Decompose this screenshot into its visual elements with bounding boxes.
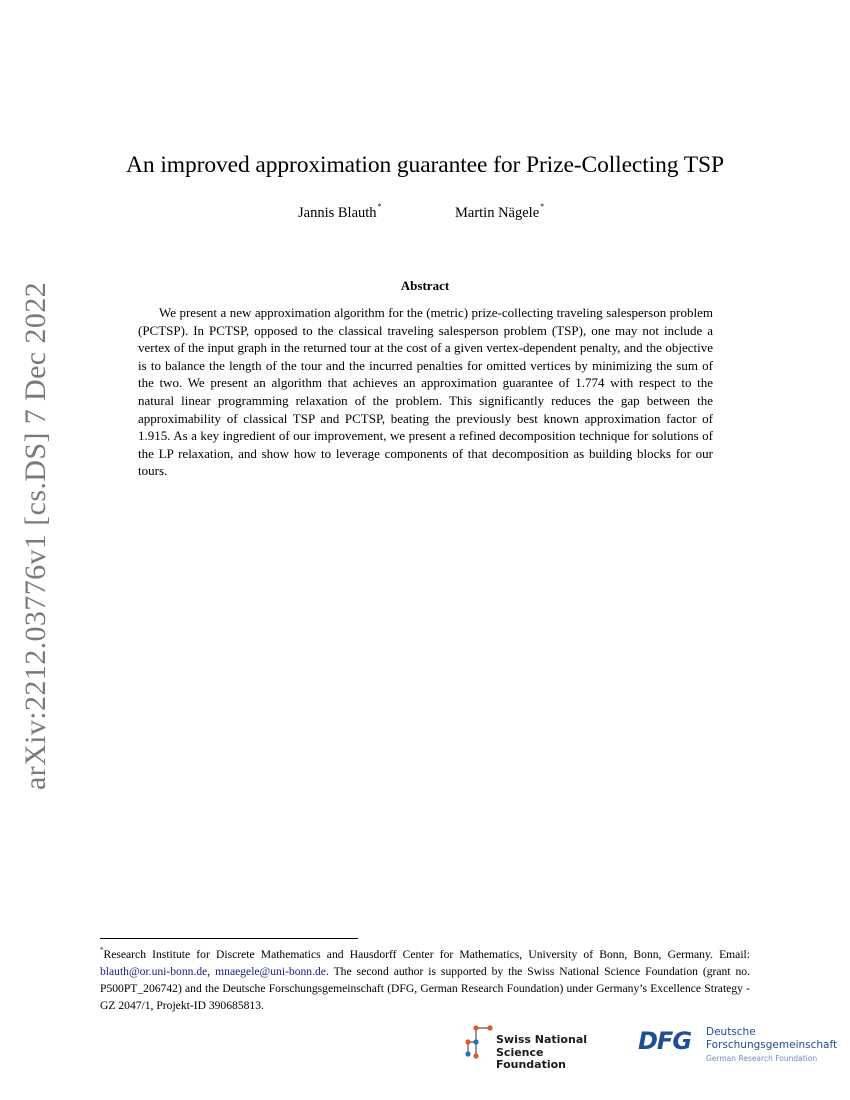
footnote: [100, 943, 750, 1015]
paper-title: An improved approximation guarantee for Prize-Collecting TSP: [126, 152, 724, 178]
arxiv-stamp: [16, 281, 56, 790]
snsf-wordmark: [496, 1034, 612, 1072]
author-name: Jannis Blauth: [298, 204, 377, 221]
footnote-funding: . The second author is supported by the Swiss National Science Foundation (grant no. P500PT_206742) and the Deutsche Forschungsgemeinschaft (DFG, German Research Foundation) under Germany’s Excellence Strategy - GZ 2047/1, Projekt-ID 390685813.: [100, 965, 750, 1013]
footnote-divider: [100, 938, 358, 939]
snsf-logo: [462, 1024, 612, 1071]
author-footnote-mark: *: [540, 202, 545, 211]
footnote-email-label: Email:: [719, 947, 750, 961]
dfg-wordmark-line-1: Deutsche: [706, 1026, 756, 1038]
dfg-logo-mark: DFG: [638, 1027, 692, 1055]
snsf-wordmark-line-2: Science Foundation: [496, 1045, 567, 1071]
email-link-blauth[interactable]: blauth@or.uni-bonn.de: [100, 965, 208, 979]
email-link-naegele[interactable]: mnaegele@uni-bonn.de: [215, 965, 326, 979]
dfg-logo: [638, 1024, 838, 1068]
dfg-subtitle: German Research Foundation: [706, 1054, 818, 1063]
dfg-wordmark: [706, 1026, 837, 1052]
abstract-text: We present a new approximation algorithm for the (metric) prize-collecting traveling salesperson problem (PCTSP). In PCTSP, opposed to the classical traveling salesperson problem (TSP), one may not include a vertex of the input graph in the returned tour at the cost of a given vertex-dependent penalty, and the objective is to balance the length of the tour and the incurred penalties for omitted vertices by minimizing the sum of the two. We present an algorithm that achieves an approximation guarantee of 1.774 with respect to the natural linear programming relaxation of the problem. This significantly reduces the gap between the approximability of classical TSP and PCTSP, beating the previously best known approximation factor of 1.915. As a key ingredient of our improvement, we present a refined decomposition technique for solutions of the LP relaxation, and show how to leverage components of that decomposition as building blocks for our tours.: [138, 305, 713, 479]
snsf-network-icon: [462, 1024, 494, 1064]
author-name: Martin Nägele: [455, 204, 540, 221]
author-list: [0, 204, 850, 226]
dfg-wordmark-line-2: Forschungsgemeinschaft: [706, 1039, 838, 1051]
footnote-affiliation: Research Institute for Discrete Mathematics and Hausdorff Center for Mathematics, University of Bonn, Bonn, Germany.: [103, 947, 713, 961]
footnote-email-separator: ,: [207, 965, 211, 979]
arxiv-identifier: arXiv:2212.03776v1 [cs.DS] 7 Dec 2022: [19, 281, 52, 790]
author-footnote-mark: *: [377, 202, 382, 211]
abstract-heading: Abstract: [400, 278, 450, 293]
author-2: [455, 204, 544, 222]
footnote-mark: *: [100, 946, 104, 954]
author-1: [298, 204, 382, 222]
snsf-wordmark-line-1: Swiss National: [496, 1033, 588, 1046]
